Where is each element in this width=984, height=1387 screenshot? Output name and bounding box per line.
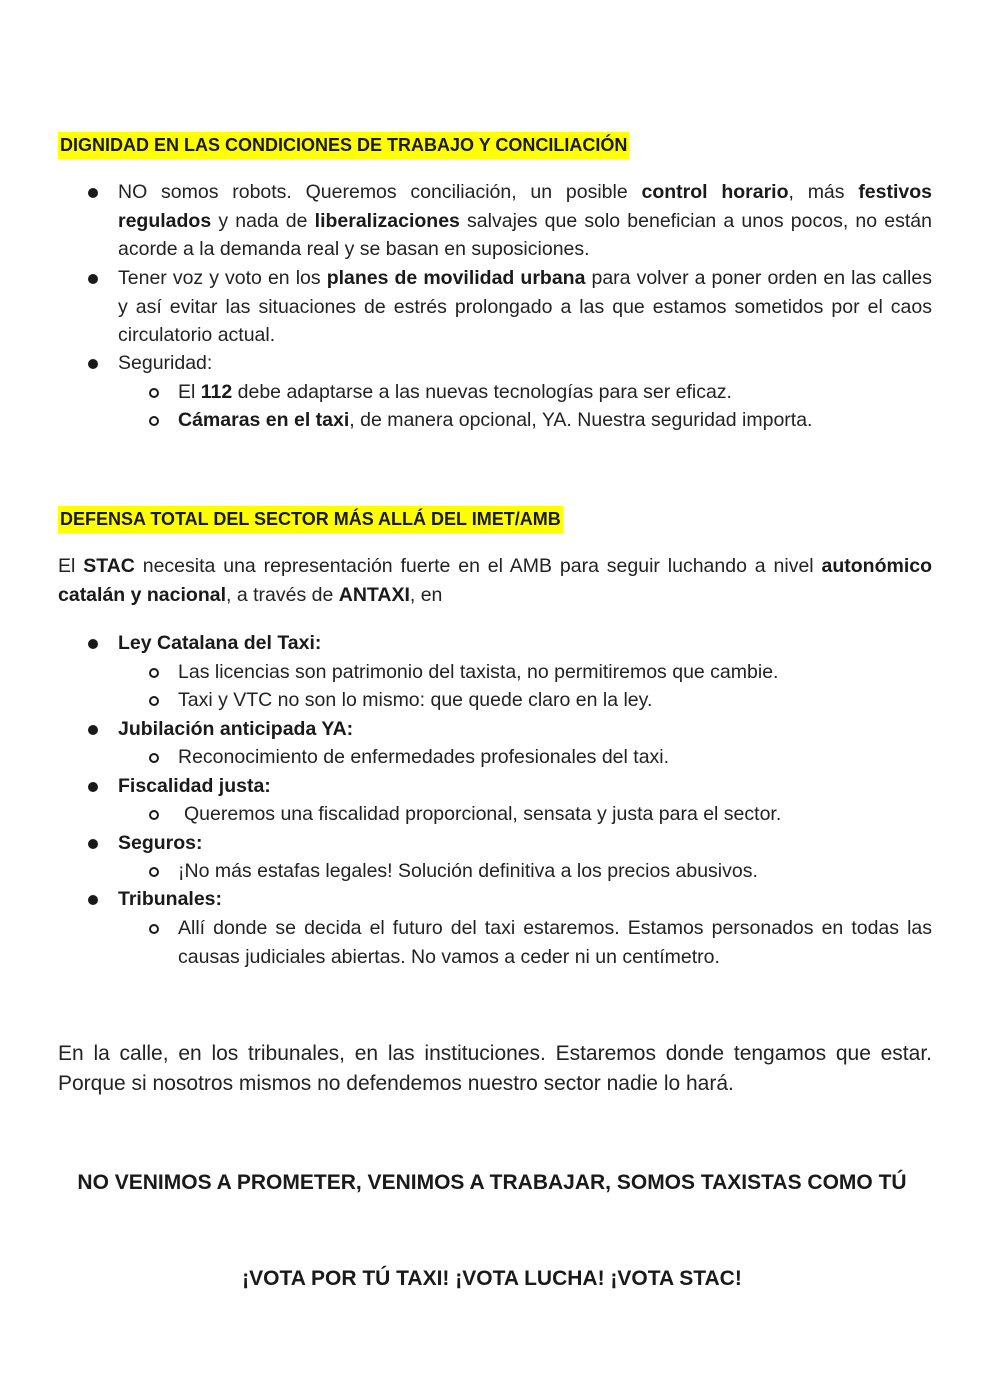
bullet-fiscalidad: Fiscalidad justa: bbox=[118, 772, 932, 801]
bullet-movilidad bbox=[118, 264, 932, 350]
section2-heading: DEFENSA TOTAL DEL SECTOR MÁS ALLÁ DEL IMET/AMB bbox=[58, 506, 563, 533]
section1-heading: DIGNIDAD EN LAS CONDICIONES DE TRABAJO Y CONCILIACIÓN bbox=[58, 132, 629, 159]
bold-text: liberalizaciones bbox=[314, 209, 460, 232]
text: , de manera opcional, YA. Nuestra seguridad importa. bbox=[349, 409, 813, 431]
sub-bullet-estafas: ¡No más estafas legales! Solución definitiva a los precios abusivos. bbox=[178, 857, 932, 886]
bold-text: planes de movilidad urbana bbox=[326, 267, 586, 289]
sub-bullet-camaras bbox=[178, 406, 932, 435]
text: y nada de bbox=[211, 209, 315, 232]
closing-paragraph: En la calle, en los tribunales, en las instituciones. Estaremos donde tengamos que estar. Porque si nosotros mismos no defendemos nuestro sector nadie lo hará. bbox=[58, 1042, 932, 1095]
bold-text: autonómico catalán y nacional bbox=[58, 555, 932, 606]
bullet-conciliacion bbox=[118, 178, 932, 264]
bold-text: 112 bbox=[200, 381, 233, 403]
bold-text: Cámaras en el taxi bbox=[178, 409, 350, 431]
text: , a través de bbox=[226, 584, 339, 606]
sub-bullet-enfermedades: Reconocimiento de enfermedades profesionales del taxi. bbox=[178, 743, 932, 772]
sub-bullet-licencias: Las licencias son patrimonio del taxista, no permitiremos que cambie. bbox=[178, 658, 932, 687]
text: El bbox=[58, 555, 84, 577]
text: debe adaptarse a las nuevas tecnologías para ser eficaz. bbox=[232, 381, 732, 403]
sub-bullet-fiscalidad: Queremos una fiscalidad proporcional, sensata y justa para el sector. bbox=[178, 800, 938, 829]
bullet-seguridad: Seguridad: bbox=[118, 349, 932, 378]
bullet-seguros: Seguros: bbox=[118, 829, 932, 858]
text: para volver a poner orden en las calles y así evitar las situaciones de estrés prolongado a las que estamos sometidos por el caos circulatorio actual. bbox=[118, 267, 932, 346]
bullet-tribunales: Tribunales: bbox=[118, 885, 932, 914]
bold-text: STAC bbox=[83, 555, 135, 577]
bold-text: control horario bbox=[641, 181, 789, 203]
bold-text: festivos regulados bbox=[118, 181, 933, 232]
sub-bullet-tribunales: Allí donde se decida el futuro del taxi estaremos. Estamos personados en todas las causas judiciales abiertas. No vamos a ceder ni un centímetro. bbox=[178, 914, 932, 971]
text: , más bbox=[788, 181, 859, 203]
sub-bullet-taxi-vtc: Taxi y VTC no son lo mismo: que quede claro en la ley. bbox=[178, 686, 932, 715]
text: necesita una representación fuerte en el AMB para seguir luchando a nivel bbox=[134, 555, 822, 577]
section2-intro bbox=[58, 552, 932, 610]
bold-text: ANTAXI bbox=[338, 584, 410, 606]
text: El bbox=[178, 381, 201, 403]
slogan-vota: ¡VOTA POR TÚ TAXI! ¡VOTA LUCHA! ¡VOTA STAC! bbox=[242, 1267, 742, 1290]
text: Tener voz y voto en los bbox=[118, 267, 327, 289]
text: salvajes que solo benefician a unos pocos, no están acorde a la demanda real y se basan en suposiciones. bbox=[118, 209, 932, 260]
bullet-jubilacion: Jubilación anticipada YA: bbox=[118, 715, 932, 744]
text: , en bbox=[409, 584, 443, 606]
sub-bullet-112 bbox=[178, 378, 932, 407]
bullet-ley-catalana: Ley Catalana del Taxi: bbox=[118, 629, 932, 658]
slogan-trabajar: NO VENIMOS A PROMETER, VENIMOS A TRABAJAR, SOMOS TAXISTAS COMO TÚ bbox=[77, 1171, 907, 1194]
text: NO somos robots. Queremos conciliación, un posible bbox=[118, 181, 642, 203]
